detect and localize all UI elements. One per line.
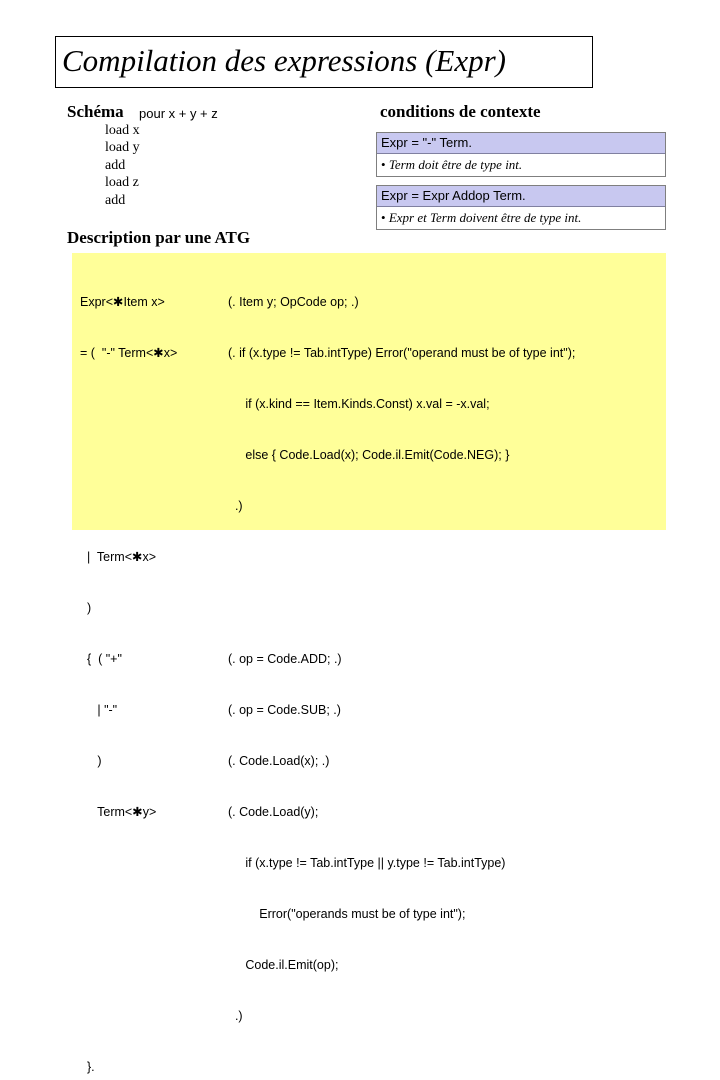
semantic-line: (. Code.Load(y); [228,805,319,819]
instruction-list [105,122,140,209]
semantic-line: else { Code.Load(x); Code.il.Emit(Code.NEG); } [228,448,510,462]
grammar-line: Term<✱y> [80,805,157,819]
description-title: Description par une ATG [67,228,251,247]
grammar-line: ) [80,601,92,615]
instruction-line: add [105,192,126,208]
grammar-line: { ( "+" [80,652,122,666]
semantic-line: .) [228,1009,243,1023]
semantic-line: Code.il.Emit(op); [228,958,339,972]
grammar-line [80,855,177,872]
bullet: • [381,157,386,172]
grammar-line [80,1008,177,1025]
instruction-line: load x [105,123,140,138]
grammar-line [80,906,177,923]
context-rule-box [376,132,666,177]
context-rule-head: Expr = "-" Term. [377,133,665,154]
semantic-line: .) [228,499,243,513]
title-box [55,36,593,88]
context-rule-body [377,154,665,176]
grammar-line [80,498,177,515]
instruction-line: load z [105,175,139,191]
semantic-line: if (x.kind == Item.Kinds.Const) x.val = -x.val; [228,397,490,411]
semantic-line: if (x.type != Tab.intType || y.type != Tab.intType) [228,856,506,870]
semantic-line: (. Code.Load(x); .) [228,754,330,768]
semantic-line [228,549,575,566]
context-rule-head: Expr = Expr Addop Term. [377,186,665,207]
context-title: conditions de contexte [380,102,541,121]
schema-subtitle: pour x + y + z [139,106,218,121]
schema-label: Schéma [67,102,124,121]
instruction-line: load y [105,140,140,156]
grammar-line: | "-" [80,703,118,717]
grammar-line [80,396,177,413]
instruction-line: add [105,157,126,173]
grammar-line [80,447,177,464]
context-rule-box [376,185,666,230]
bullet: • [381,210,386,225]
atg-grammar-column [80,260,177,1080]
semantic-line: (. op = Code.ADD; .) [228,652,342,666]
atg-semantic-column [228,260,575,1080]
semantic-line: Error("operands must be of type int"); [228,907,466,921]
grammar-line [80,957,177,974]
grammar-line: Expr<✱Item x> [80,295,165,309]
semantic-line [228,1059,575,1076]
context-rule-body [377,207,665,229]
context-rule-text: Term doit être de type int. [388,157,523,172]
grammar-line: | Term<✱x> [80,550,157,564]
grammar-line: ) [80,754,102,768]
semantic-line [228,600,575,617]
semantic-line: (. if (x.type != Tab.intType) Error("operand must be of type int"); [228,346,576,360]
grammar-line: }. [80,1060,95,1074]
grammar-line: = ( "-" Term<✱x> [80,346,178,360]
semantic-line: (. Item y; OpCode op; .) [228,295,359,309]
context-rule-text: Expr et Term doivent être de type int. [388,210,582,225]
semantic-line: (. op = Code.SUB; .) [228,703,341,717]
slide-title: Compilation des expressions (Expr) [62,43,506,78]
